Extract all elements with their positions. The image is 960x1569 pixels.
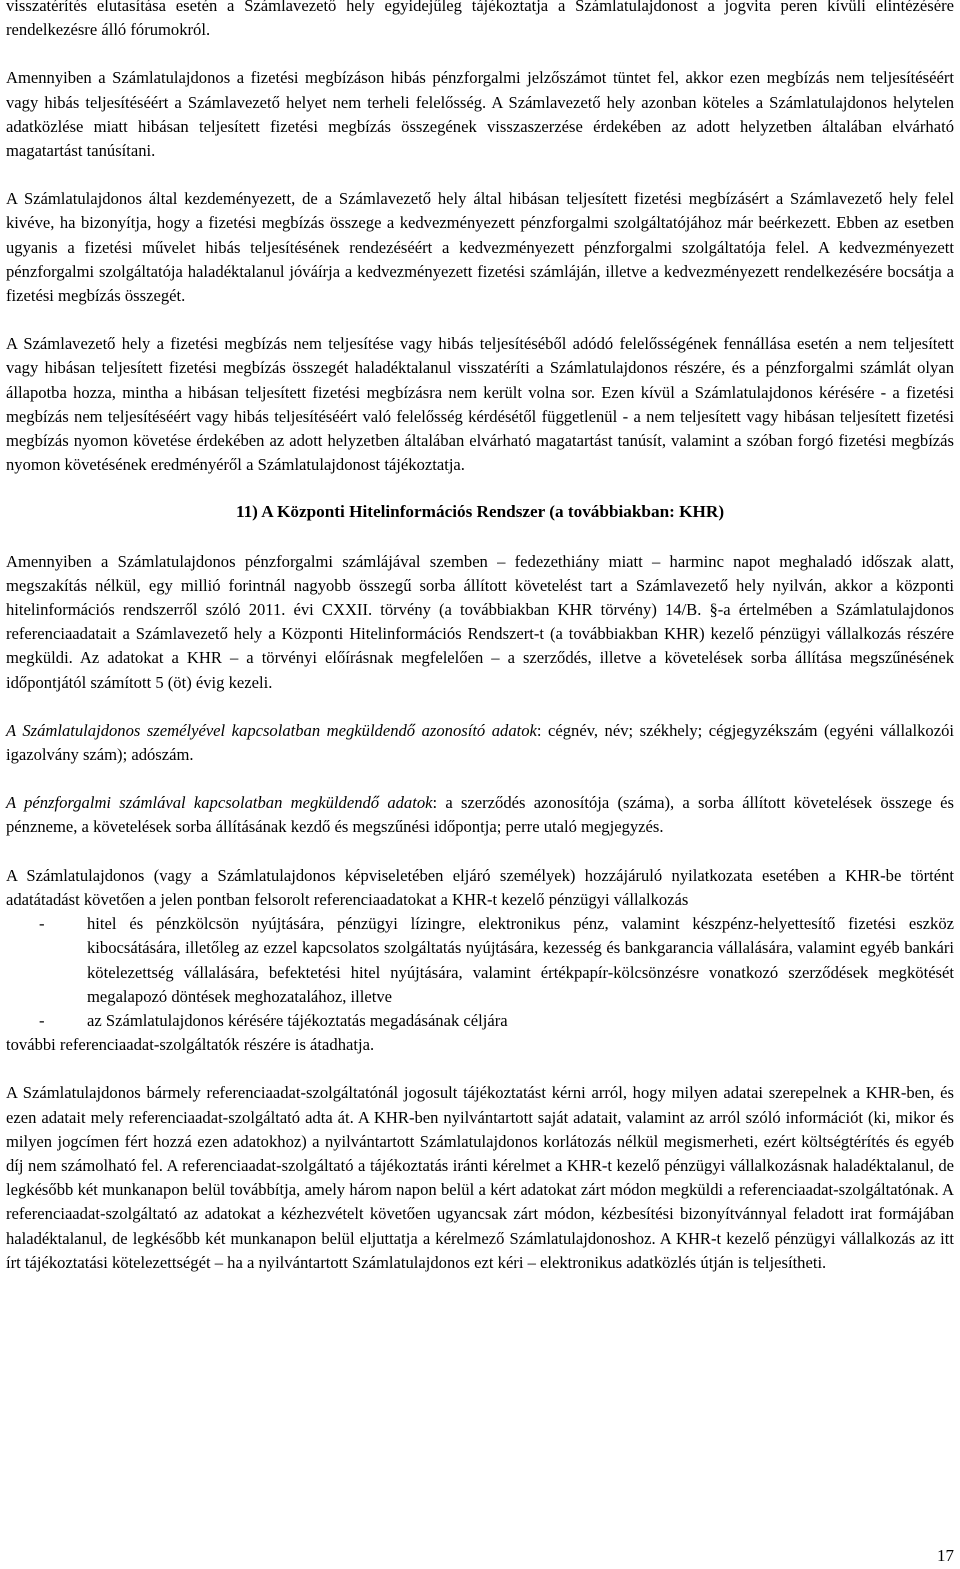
list-item <box>6 912 954 1009</box>
list-dash: - <box>39 914 45 934</box>
page-number: 17 <box>937 1546 954 1565</box>
paragraph-information-request: A Számlatulajdonos bármely referenciaadat-szolgáltatónál jogosult tájékoztatást kérni arról, hogy milyen adatai szerepelnek a KHR-ben, és ezen adatait mely referenciaadat-szolgáltató adta át. A KHR-ben nyilvántartott saját adatait, valamint az arról szóló információt (ki, mikor és milyen jogcímen fért hozzá ezen adatokhoz) a nyilvántartott Számlatulajdonos korlátozás nélkül megismerheti, ezért költségtérítés és egyéb díj nem számolható fel. A referenciaadat-szolgáltató a tájékoztatás iránti kérelmet a KHR-t kezelő pénzügyi vállalkozásnak haladéktalanul, de legkésőbb két munkanapon belül továbbítja, amely három napon belül a kért adatokat zárt módon megküldi a referenciaadat-szolgáltatónak. A referenciaadat-szolgáltató az adatokat a kézhezvételt követően ugyancsak zárt módon, kézbesítési bizonyítvánnyal feladott irat formájában haladéktalanul, de legkésőbb két munkanapon belül eljuttatja a kérelmező Számlatulajdonoshoz. A KHR-t kezelő pénzügyi vállalkozás az itt írt tájékoztatási kötelezettségét – ha a nyilvántartott Számlatulajdonos ezt kéri – elektronikus adatközlés útján is teljesítheti. <box>6 1083 954 1272</box>
paragraph-faulty-execution: A Számlatulajdonos által kezdeményezett, de a Számlavezető hely által hibásan teljesített fizetési megbízásért a Számlavezető hely felel kivéve, ha bizonyítja, hogy a fizetési megbízás összege a kedvezményezett pénzforgalmi szolgáltatójához már beérkezett. Ebben az esetben ugyanis a fizetési művelet hibás teljesítésének rendezéséért a kedvezményezett pénzforgalmi szolgáltatója felel. A kedvezményezett pénzforgalmi szolgáltatója haladéktalanul jóváírja a kedvezményezett fizetési számláján, illetve a kedvezményezett rendelkezésére bocsátja a fizetési megbízás összegét. <box>6 189 954 306</box>
list-item-text: hitel és pénzkölcsön nyújtására, pénzügyi lízingre, elektronikus pénz, valamint készpénz-helyettesítő fizetési eszköz kibocsátására, illetőleg az ezzel kapcsolatos szolgáltatás nyújtására, kezesség és bankgarancia vállalására, valamint egyéb bankári kötelezettség vállalására, befektetési hitel nyújtására, valamint értékpapír-kölcsönzésre vonatkozó szerződések megkötését megalapozó döntések meghozatalához, illetve <box>87 914 954 1006</box>
paragraph-identity-data <box>6 719 954 767</box>
paragraph-wrong-account-number: Amennyiben a Számlatulajdonos a fizetési megbízáson hibás pénzforgalmi jelzőszámot tüntet fel, akkor ezen megbízás nem teljesítéséért vagy hibás teljesítéséért a Számlavezető helyet nem terheli felelősség. A Számlavezető hely azonban köteles a Számlatulajdonos helytelen adatközlése miatt hibásan teljesített fizetési megbízás összegének visszaszerzése érdekében az adott helyzetben általában elvárható magatartást tanúsítani. <box>6 68 954 161</box>
list-item <box>6 1009 954 1033</box>
identity-data-text: : cégnév, név; székhely; cégjegyzékszám (egyéni vállalkozói igazolvány szám); adószám. <box>6 720 954 765</box>
list-item-text: az Számlatulajdonos kérésére tájékoztatás megadásának céljára <box>87 1010 508 1030</box>
purpose-list <box>6 912 954 1033</box>
account-data-text: : a szerződés azonosítója (száma), a sorba állított követelések összege és pénzneme, a követelések sorba állításának kezdő és megszűnési időpontja; perre utaló megjegyzés. <box>6 793 954 837</box>
paragraph-transfer: további referenciaadat-szolgáltatók részére is átadhatja. <box>6 1035 375 1055</box>
account-data-lead: A pénzforgalmi számlával kapcsolatban megküldendő adatok <box>6 793 433 813</box>
list-dash: - <box>39 1010 45 1030</box>
paragraph-account-data <box>6 791 954 839</box>
paragraph-khr-reporting: Amennyiben a Számlatulajdonos pénzforgalmi számlájával szemben – fedezethiány miatt – harminc napot meghaladó időszak alatt, megszakítás nélkül, egy millió forintnál nagyobb összegű sorba állított követelést tart a Számlavezető hely nyilván, akkor a központi hitelinformációs rendszerről szóló 2011. évi CXXII. törvény (a továbbiakban KHR törvény) 14/B. §-a értelmében a Számlatulajdonos referenciaadatait a Számlavezető hely a Központi Hitelinformációs Rendszert-t (a továbbiakban KHR) kezelő pénzügyi vállalkozás részére megküldi. Az adatokat a KHR – a törvényi előírásnak megfelelően – a szerződés, illetve a követelések sorba állítása megszűnésének időpontjától számított 5 (öt) évig kezeli. <box>6 551 954 692</box>
section-heading: 11) A Központi Hitelinformációs Rendszer (a továbbiakban: KHR) <box>235 502 725 522</box>
paragraph-liability-refund: A Számlavezető hely a fizetési megbízás nem teljesítése vagy hibás teljesítéséből adódó felelősségének fennállása esetén a nem teljesített vagy hibásan teljesített fizetési megbízás összegét haladéktalanul visszatéríti a Számlatulajdonos részére, és a pénzforgalmi számlát olyan állapotba hozza, mintha a hibásan teljesített fizetési megbízásra nem került volna sor. Ezen kívül a Számlatulajdonos kérésére - a fizetési megbízás nem teljesítéséért vagy hibás teljesítéséért való felelősség kérdésétől függetlenül - a nem teljesített vagy hibásan teljesített fizetési megbízás nyomon követése érdekében az adott helyzetben általában elvárható magatartást tanúsít, valamint a szóban forgó fizetési megbízás nyomon követésének eredményéről a Számlatulajdonost tájékoztatja. <box>6 334 954 475</box>
paragraph-continuation: visszatérítés elutasítása esetén a Számlavezető hely egyidejűleg tájékoztatja a Számlatulajdonost a jogvita peren kívüli elintézésére rendelkezésre álló fórumokról. <box>6 0 954 40</box>
identity-data-lead: A Számlatulajdonos személyével kapcsolatban megküldendő azonosító adatok <box>6 720 537 740</box>
paragraph-consent: A Számlatulajdonos (vagy a Számlatulajdonos képviseletében eljáró személyek) hozzájáruló nyilatkozata esetében a KHR-be történt adatátadást követően a jelen pontban felsorolt referenciaadatokat a KHR-t kezelő pénzügyi vállalkozás <box>6 865 954 909</box>
document-page <box>6 0 954 1275</box>
